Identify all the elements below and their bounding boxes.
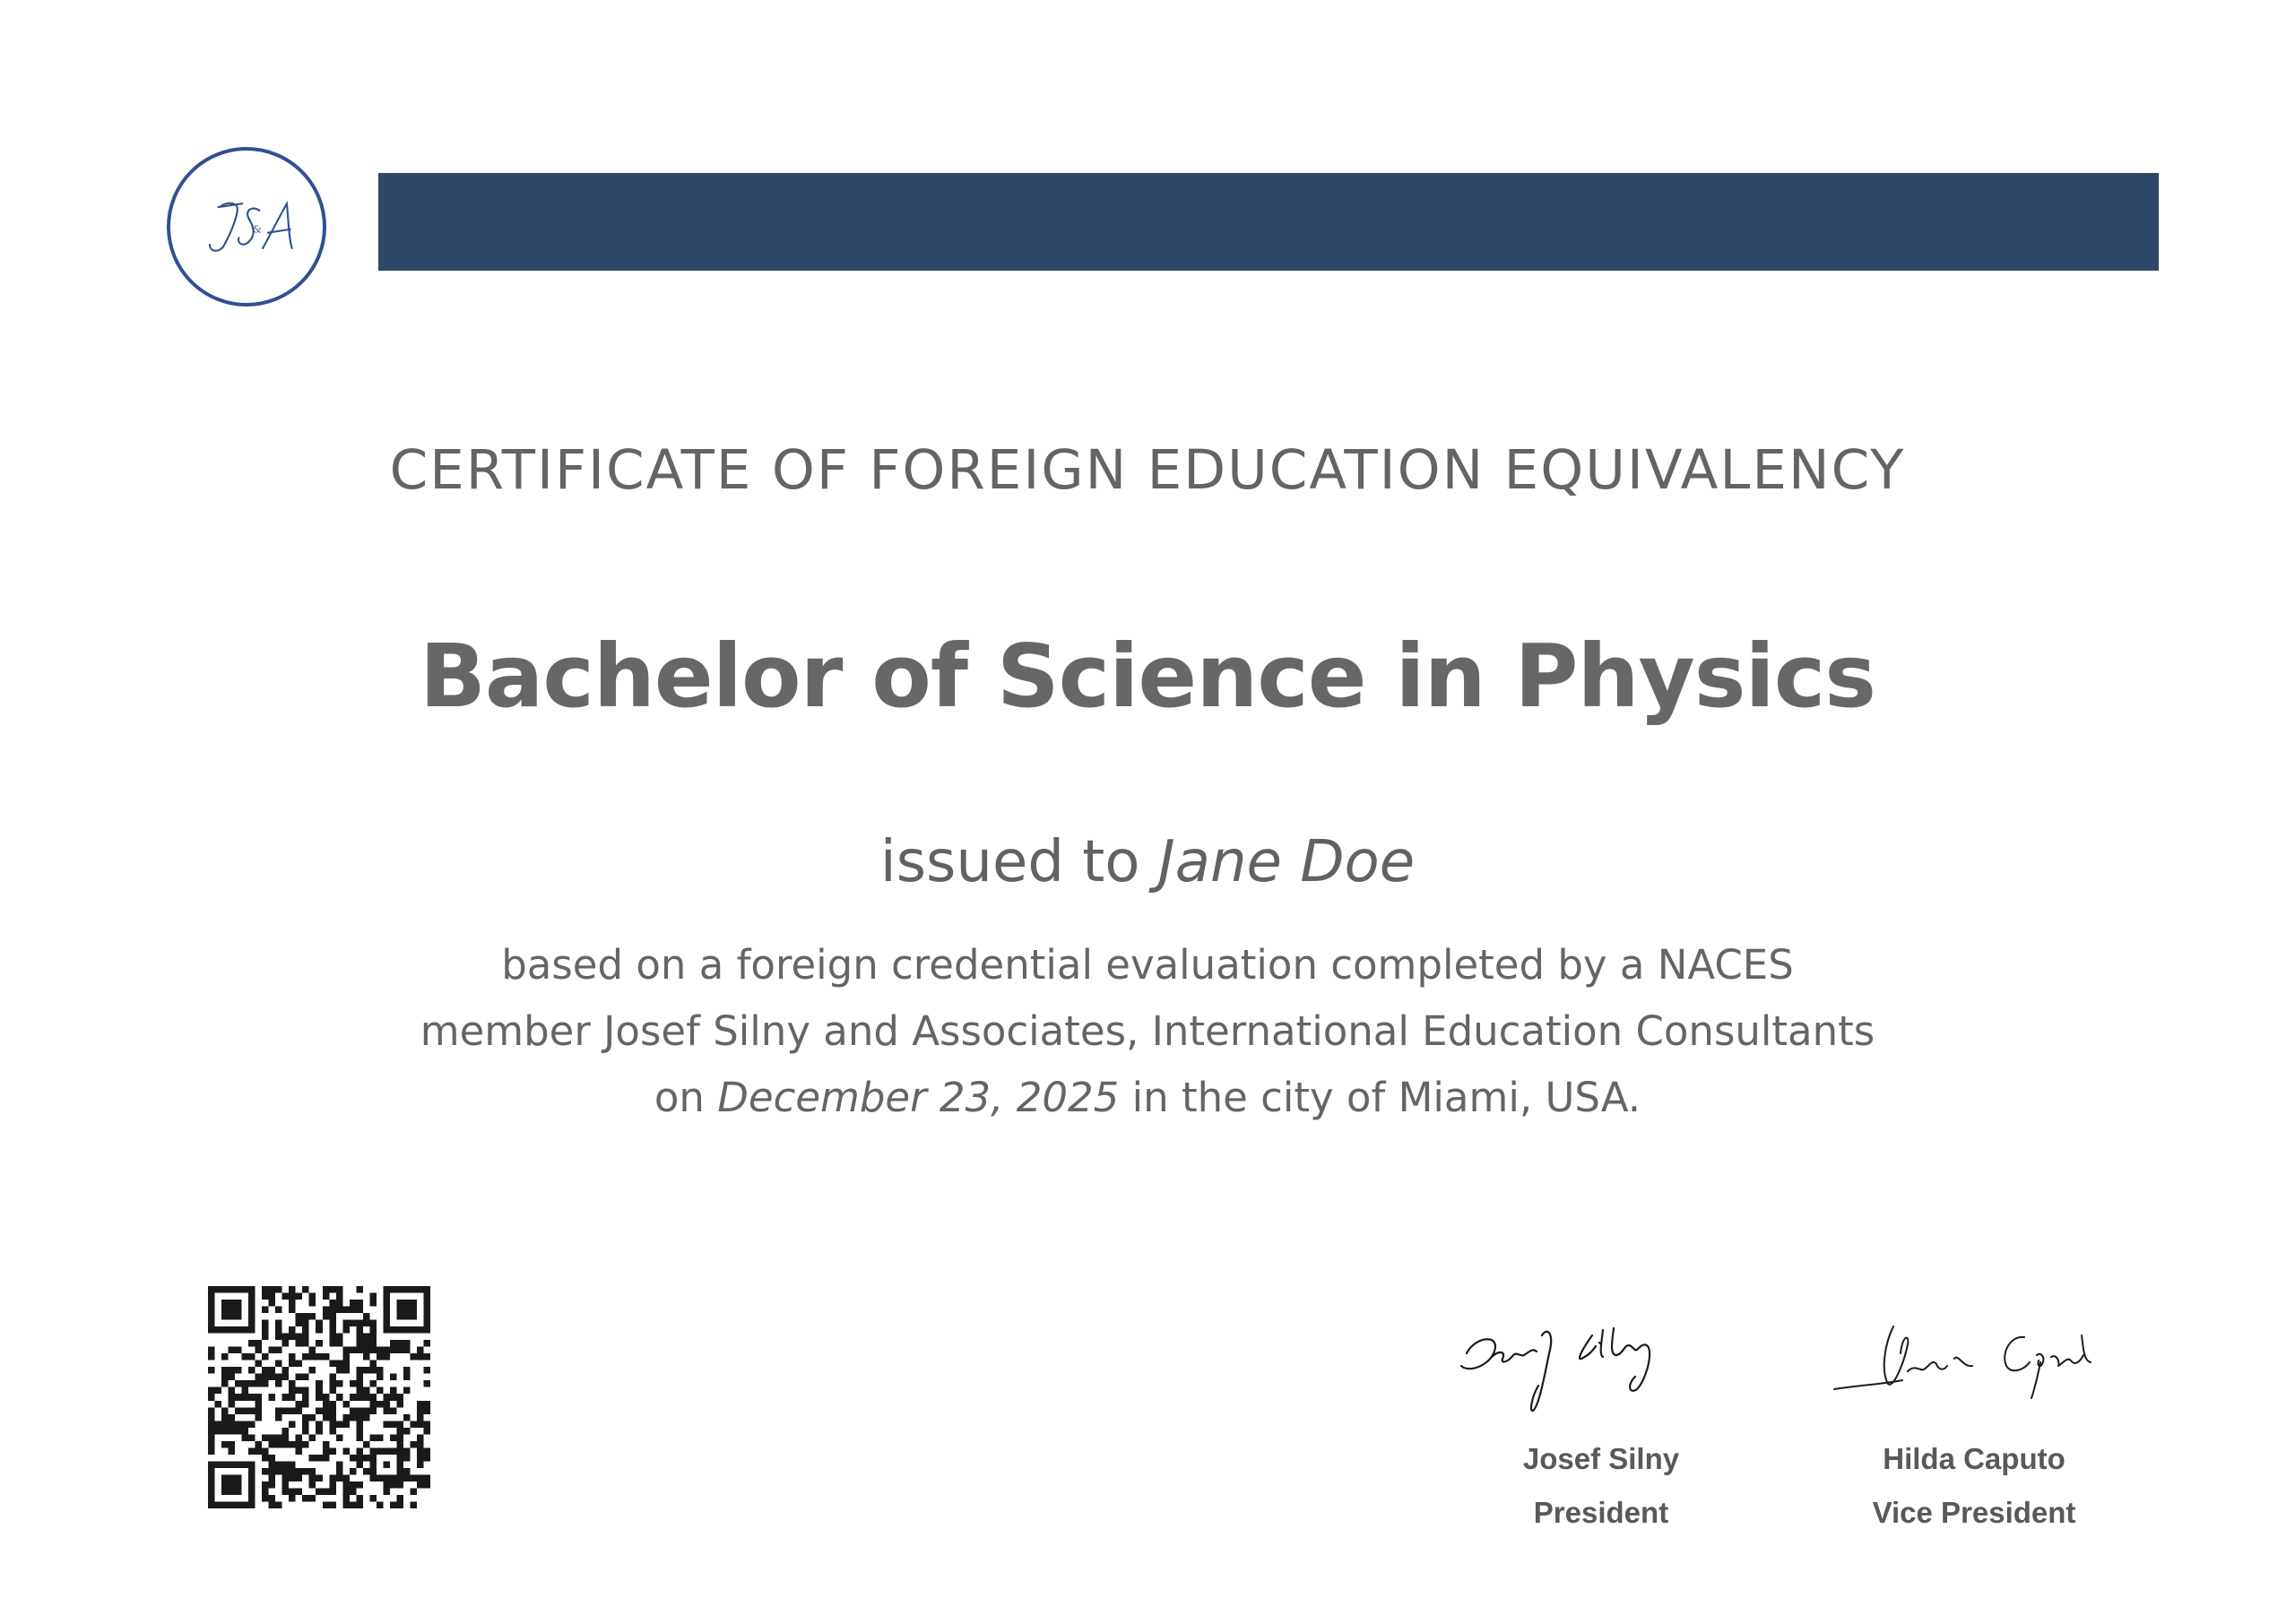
signature-josef-silny [1449, 1300, 1754, 1425]
svg-text:&: & [252, 222, 262, 236]
evaluation-date: December 23, 2025 [717, 1074, 1120, 1121]
signatory-role: President [1533, 1496, 1669, 1529]
statement-line-2: member Josef Silny and Associates, International Education Consultants [420, 1007, 1875, 1055]
certificate-title: CERTIFICATE OF FOREIGN EDUCATION EQUIVALENCY [389, 438, 1906, 502]
header-band [378, 173, 2159, 271]
issued-to-line [0, 822, 2295, 903]
degree-title: Bachelor of Science in Physics [419, 626, 1876, 727]
signatory-role: Vice President [1872, 1496, 2076, 1529]
monogram-icon [170, 151, 323, 303]
statement-line-3 [0, 1065, 2295, 1131]
issued-prefix: issued to [879, 829, 1140, 895]
statement-on: on [654, 1074, 705, 1121]
signatory-name: Hilda Caputo [1883, 1442, 2066, 1475]
qr-code-icon[interactable] [208, 1286, 430, 1508]
signature-block-president [1440, 1300, 1762, 1540]
statement-city: in the city of Miami, USA. [1131, 1074, 1641, 1121]
signatory-name: Josef Silny [1522, 1442, 1680, 1475]
signature-block-vice-president [1813, 1300, 2135, 1540]
jsa-logo-seal [167, 147, 326, 307]
evaluation-statement [0, 932, 2295, 1131]
recipient-name: Jane Doe [1157, 829, 1416, 895]
statement-line-1: based on a foreign credential evaluation completed by a NACES [501, 941, 1794, 989]
signature-hilda-caputo [1822, 1300, 2126, 1425]
